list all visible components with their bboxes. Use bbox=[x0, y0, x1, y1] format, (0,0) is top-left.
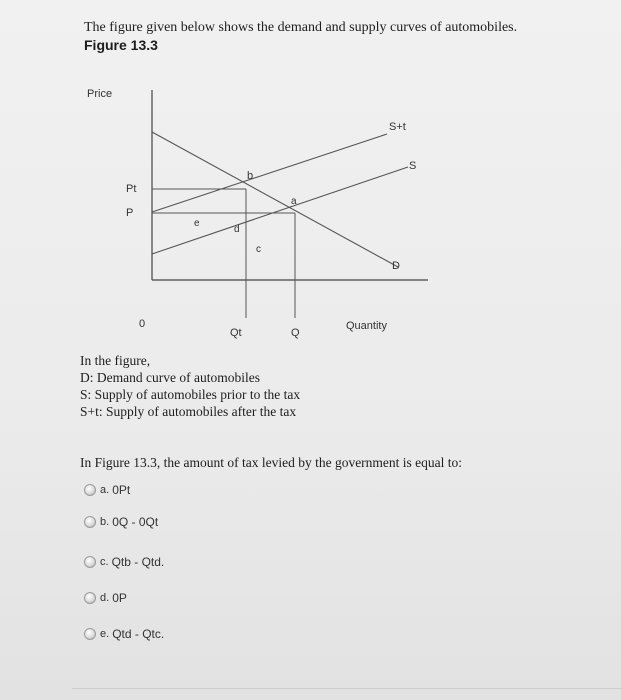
radio-button[interactable] bbox=[84, 484, 96, 496]
option-text: 0Pt bbox=[112, 483, 131, 497]
radio-button[interactable] bbox=[84, 516, 96, 528]
region-a-label: a bbox=[291, 196, 297, 207]
option-letter: e. bbox=[100, 628, 110, 640]
option-a[interactable] bbox=[84, 481, 130, 499]
notes-line-3: S: Supply of automobiles prior to the tax bbox=[80, 387, 301, 402]
option-text: Qtd - Qtc. bbox=[112, 627, 165, 641]
supply-demand-graph bbox=[84, 84, 444, 346]
intro-text: The figure given below shows the demand and supply curves of automobiles. bbox=[84, 20, 518, 35]
option-letter: a. bbox=[100, 484, 110, 496]
option-letter: d. bbox=[100, 592, 110, 604]
qt-label: Qt bbox=[230, 327, 242, 339]
option-d[interactable] bbox=[84, 589, 127, 607]
option-e[interactable] bbox=[84, 625, 164, 643]
notes-line-4: S+t: Supply of automobiles after the tax bbox=[80, 404, 297, 419]
price-axis-label: Price bbox=[87, 88, 113, 100]
region-e-label: e bbox=[194, 218, 200, 229]
q-label: Q bbox=[291, 327, 300, 339]
option-text: 0P bbox=[112, 591, 127, 605]
region-d-label: d bbox=[234, 224, 240, 235]
radio-button[interactable] bbox=[84, 556, 96, 568]
notes-line-1: In the figure, bbox=[80, 353, 151, 368]
option-letter: b. bbox=[100, 516, 110, 528]
d-label: D bbox=[392, 260, 400, 272]
radio-button[interactable] bbox=[84, 592, 96, 604]
option-c[interactable] bbox=[84, 553, 164, 571]
region-c-label: c bbox=[256, 244, 261, 255]
bottom-divider bbox=[72, 688, 621, 689]
question-text: In Figure 13.3, the amount of tax levied by the government is equal to: bbox=[80, 455, 463, 470]
option-text: 0Q - 0Qt bbox=[112, 515, 159, 529]
option-letter: c. bbox=[100, 556, 109, 568]
notes-line-2: D: Demand curve of automobiles bbox=[80, 370, 260, 385]
option-b[interactable] bbox=[84, 513, 158, 531]
pt-label: Pt bbox=[126, 183, 137, 195]
origin-label: 0 bbox=[139, 318, 146, 330]
p-label: P bbox=[126, 207, 134, 219]
quantity-axis-label: Quantity bbox=[346, 320, 387, 332]
supply-tax-line bbox=[152, 134, 387, 212]
figure-title: Figure 13.3 bbox=[84, 37, 158, 53]
s-plus-t-label: S+t bbox=[389, 121, 406, 133]
s-label: S bbox=[409, 160, 417, 172]
option-text: Qtb - Qtd. bbox=[111, 555, 165, 569]
region-b-label: b bbox=[247, 170, 254, 182]
figure-notes bbox=[80, 352, 300, 420]
supply-line bbox=[152, 167, 408, 254]
radio-button[interactable] bbox=[84, 628, 96, 640]
